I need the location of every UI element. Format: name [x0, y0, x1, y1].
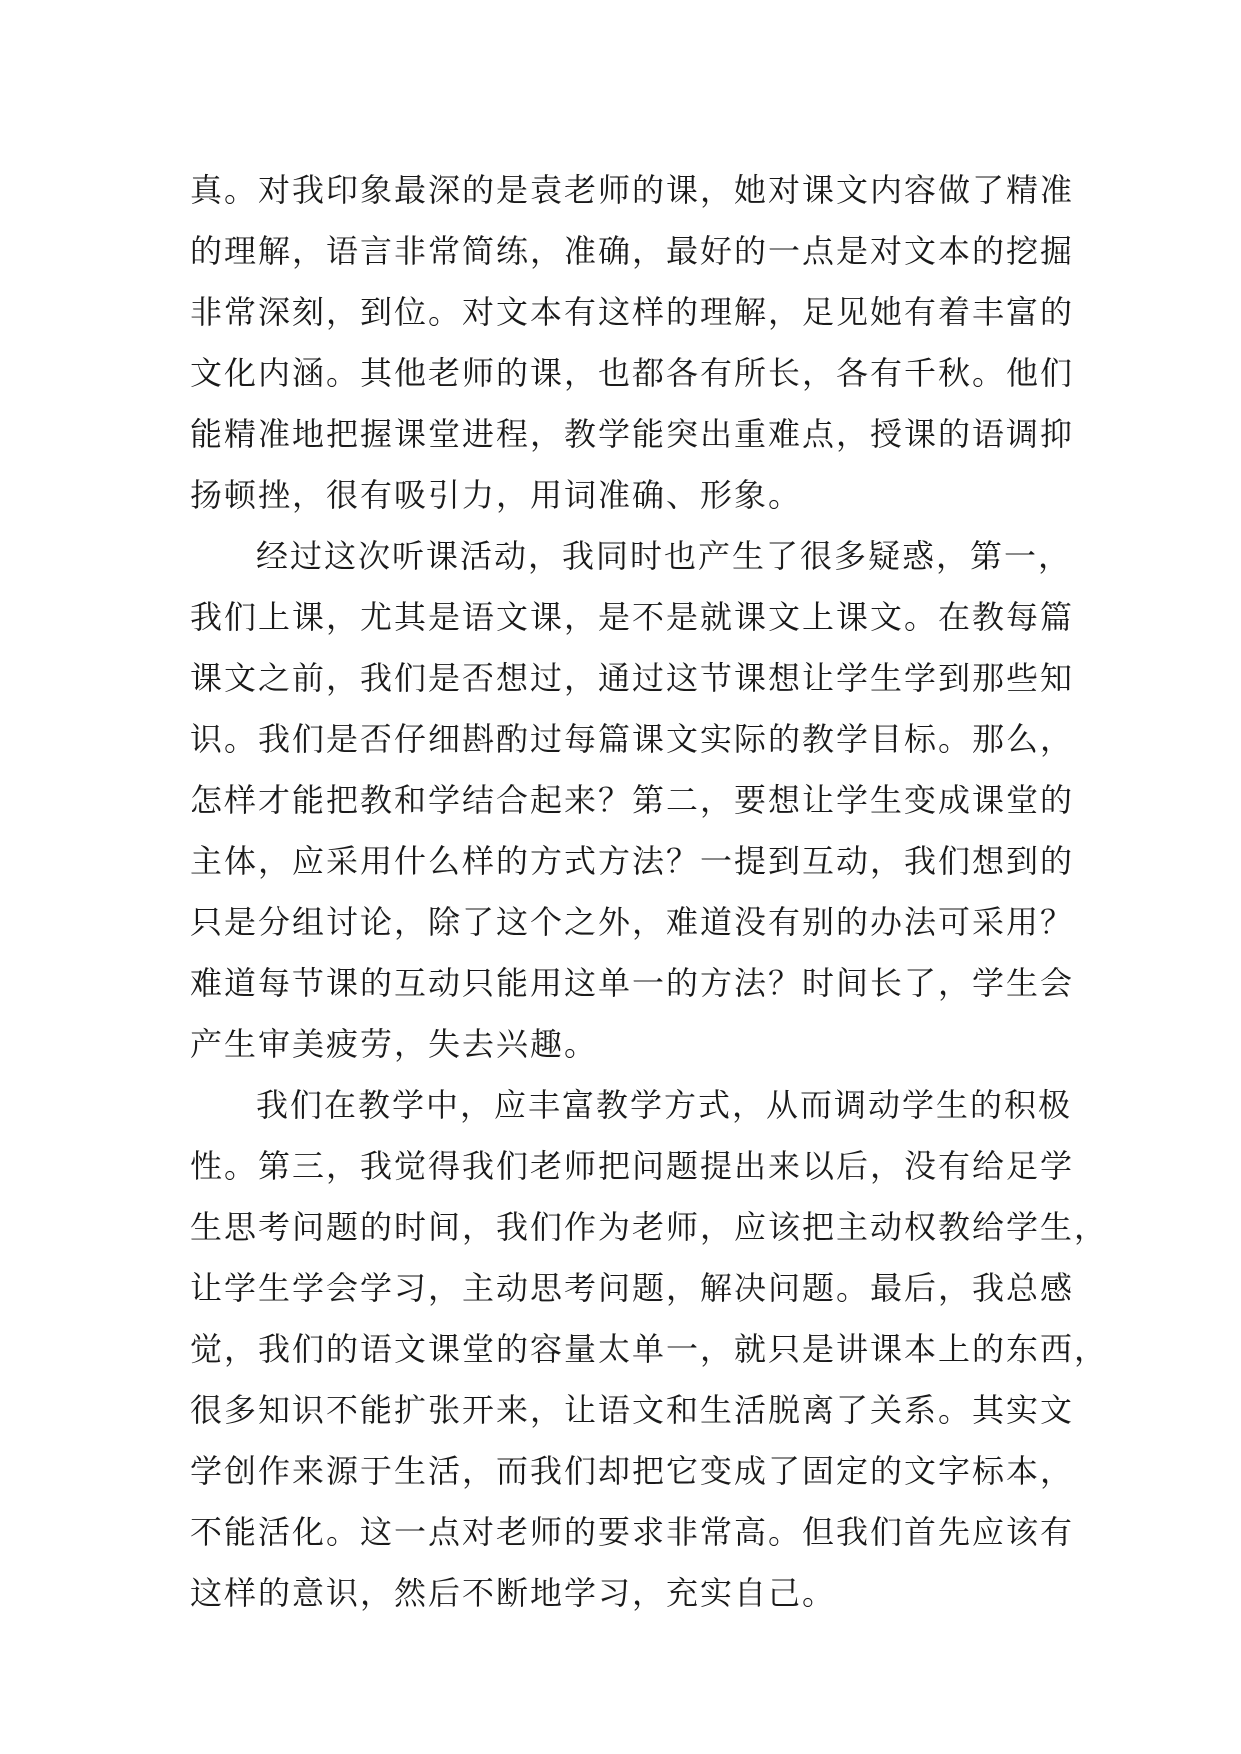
- paragraph-first-line: 我们在教学中，应丰富教学方式，从而调动学生的积极: [256, 1086, 1073, 1124]
- text-line: 产生审美疲劳，失去兴趣。: [190, 1025, 599, 1063]
- text-line: 觉，我们的语文课堂的容量太单一，就只是讲课本上的东西，: [190, 1330, 1109, 1368]
- text-line: 难道每节课的互动只能用这单一的方法？时间长了，学生会: [190, 964, 1075, 1002]
- text-line: 生思考问题的时间，我们作为老师，应该把主动权教给学生，: [190, 1208, 1109, 1246]
- paragraph-first-line: 经过这次听课活动，我同时也产生了很多疑惑，第一，: [256, 537, 1073, 575]
- text-line: 怎样才能把教和学结合起来？第二，要想让学生变成课堂的: [190, 781, 1075, 819]
- text-line: 这样的意识，然后不断地学习，充实自己。: [190, 1574, 837, 1612]
- text-line: 学创作来源于生活，而我们却把它变成了固定的文字标本，: [190, 1452, 1075, 1490]
- text-line: 真。对我印象最深的是袁老师的课，她对课文内容做了精准: [190, 171, 1075, 209]
- text-line: 扬顿挫，很有吸引力，用词准确、形象。: [190, 476, 803, 514]
- text-line: 文化内涵。其他老师的课，也都各有所长，各有千秋。他们: [190, 354, 1075, 392]
- text-line: 很多知识不能扩张开来，让语文和生活脱离了关系。其实文: [190, 1391, 1075, 1429]
- text-line: 性。第三，我觉得我们老师把问题提出来以后，没有给足学: [190, 1147, 1075, 1185]
- text-line: 让学生学会学习，主动思考问题，解决问题。最后，我总感: [190, 1269, 1075, 1307]
- text-line: 不能活化。这一点对老师的要求非常高。但我们首先应该有: [190, 1513, 1075, 1551]
- text-line: 主体，应采用什么样的方式方法？一提到互动，我们想到的: [190, 842, 1075, 880]
- text-line: 识。我们是否仔细斟酌过每篇课文实际的教学目标。那么，: [190, 720, 1075, 758]
- text-line: 只是分组讨论，除了这个之外，难道没有别的办法可采用？: [190, 903, 1075, 941]
- text-line: 我们上课，尤其是语文课，是不是就课文上课文。在教每篇: [190, 598, 1075, 636]
- text-line: 课文之前，我们是否想过，通过这节课想让学生学到那些知: [190, 659, 1075, 697]
- body-text: [190, 160, 1109, 1624]
- text-line: 能精准地把握课堂进程，教学能突出重难点，授课的语调抑: [190, 415, 1075, 453]
- text-line: 非常深刻，到位。对文本有这样的理解，足见她有着丰富的: [190, 293, 1075, 331]
- text-line: 的理解，语言非常简练，准确，最好的一点是对文本的挖掘: [190, 232, 1075, 270]
